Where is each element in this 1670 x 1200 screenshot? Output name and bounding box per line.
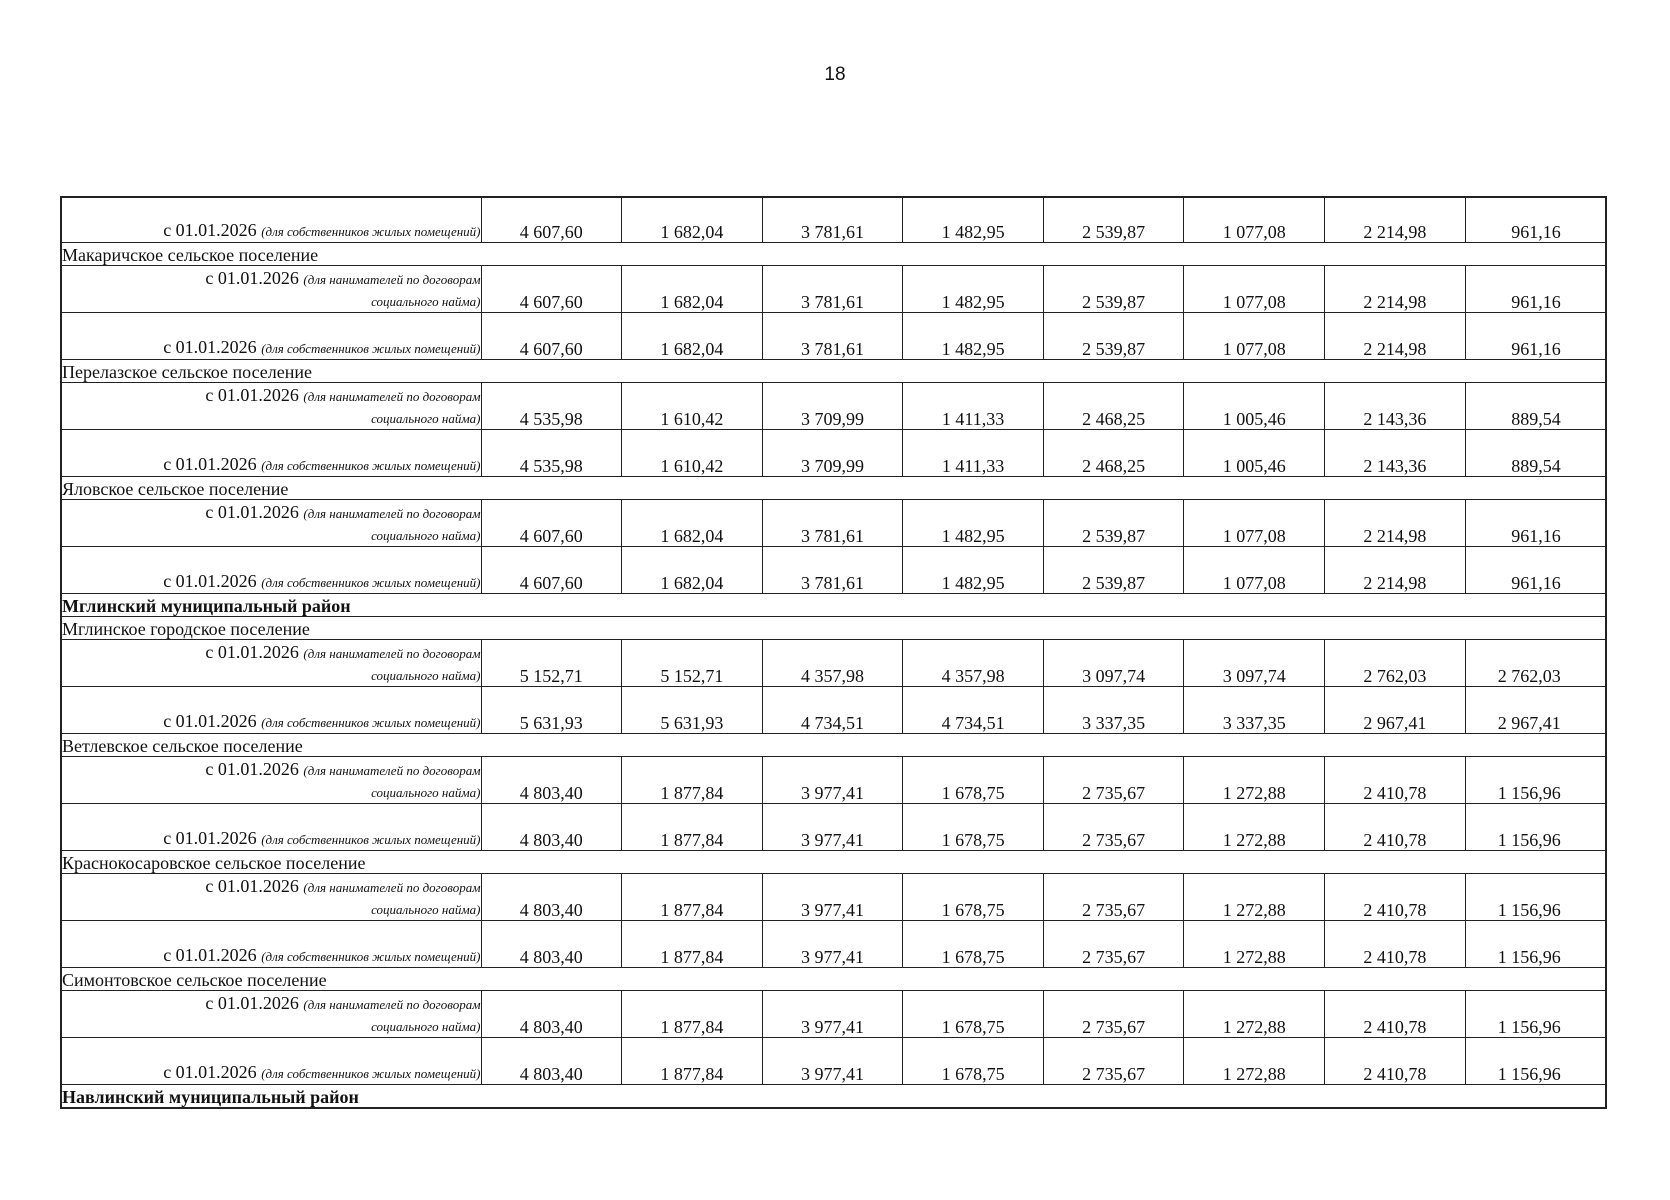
tariff-table-body	[61, 197, 1606, 1108]
tariff-value-cell: 1 077,08	[1184, 500, 1325, 547]
tariff-value-cell: 1 877,84	[622, 757, 763, 804]
effective-date: с 01.01.2026	[163, 337, 257, 357]
tenants-note-line1: (для нанимателей по договорам	[303, 763, 481, 778]
label-tenants	[61, 383, 481, 430]
effective-date: с 01.01.2026	[163, 454, 257, 474]
settlement-heading: Перелазское сельское поселение	[61, 360, 1606, 383]
tariff-value-cell: 2 468,25	[1043, 383, 1184, 430]
section-heading-row	[61, 243, 1606, 266]
tariff-value-cell: 2 410,78	[1325, 804, 1466, 851]
effective-date: с 01.01.2026	[205, 993, 299, 1013]
settlement-heading: Яловское сельское поселение	[61, 477, 1606, 500]
owners-note: (для собственников жилых помещений)	[261, 458, 481, 473]
tariff-value-cell: 1 678,75	[903, 804, 1044, 851]
effective-date: с 01.01.2026	[205, 759, 299, 779]
tariff-value-cell: 1 077,08	[1184, 266, 1325, 313]
tariff-value-cell: 4 803,40	[481, 1038, 622, 1085]
tariff-value-cell: 961,16	[1465, 500, 1606, 547]
tariff-value-cell: 5 631,93	[481, 687, 622, 734]
tariff-value-cell: 3 709,99	[762, 383, 903, 430]
tariff-value-cell: 2 735,67	[1043, 921, 1184, 968]
tariff-value-cell: 1 077,08	[1184, 547, 1325, 594]
table-row	[61, 640, 1606, 687]
label-owners	[61, 313, 481, 360]
settlement-heading: Мглинское городское поселение	[61, 617, 1606, 640]
tariff-value-cell: 2 143,36	[1325, 383, 1466, 430]
tariff-value-cell: 1 272,88	[1184, 757, 1325, 804]
tariff-value-cell: 1 482,95	[903, 547, 1044, 594]
label-tenants	[61, 991, 481, 1038]
tariff-value-cell: 2 735,67	[1043, 804, 1184, 851]
tenants-note-line1: (для нанимателей по договорам	[303, 997, 481, 1012]
tariff-value-cell: 3 781,61	[762, 266, 903, 313]
tariff-value-cell: 2 214,98	[1325, 197, 1466, 243]
district-heading: Мглинский муниципальный район	[61, 594, 1606, 617]
tariff-value-cell: 1 682,04	[622, 197, 763, 243]
tariff-value-cell: 1 156,96	[1465, 921, 1606, 968]
tariff-value-cell: 1 156,96	[1465, 1038, 1606, 1085]
owners-note: (для собственников жилых помещений)	[261, 224, 481, 239]
tenants-note-line2: социального найма)	[371, 902, 481, 917]
table-row	[61, 313, 1606, 360]
tariff-value-cell: 2 735,67	[1043, 991, 1184, 1038]
tariff-value-cell: 3 781,61	[762, 547, 903, 594]
tariff-value-cell: 1 682,04	[622, 500, 763, 547]
label-owners	[61, 687, 481, 734]
settlement-heading: Ветлевское сельское поселение	[61, 734, 1606, 757]
owners-note: (для собственников жилых помещений)	[261, 341, 481, 356]
effective-date: с 01.01.2026	[163, 945, 257, 965]
tariff-value-cell: 2 735,67	[1043, 874, 1184, 921]
effective-date: с 01.01.2026	[205, 385, 299, 405]
tariff-value-cell: 1 678,75	[903, 921, 1044, 968]
tariff-value-cell: 3 781,61	[762, 197, 903, 243]
effective-date: с 01.01.2026	[163, 1062, 257, 1082]
table-row	[61, 430, 1606, 477]
tenants-note-line2: социального найма)	[371, 294, 481, 309]
table-row	[61, 991, 1606, 1038]
tariff-value-cell: 4 607,60	[481, 313, 622, 360]
tariff-value-cell: 2 214,98	[1325, 500, 1466, 547]
tenants-note-line1: (для нанимателей по договорам	[303, 880, 481, 895]
effective-date: с 01.01.2026	[205, 876, 299, 896]
tariff-value-cell: 4 803,40	[481, 804, 622, 851]
tariff-value-cell: 961,16	[1465, 547, 1606, 594]
label-owners	[61, 921, 481, 968]
tariff-value-cell: 1 411,33	[903, 430, 1044, 477]
tariff-value-cell: 1 156,96	[1465, 874, 1606, 921]
effective-date: с 01.01.2026	[163, 571, 257, 591]
tariff-value-cell: 3 097,74	[1184, 640, 1325, 687]
tariff-value-cell: 2 410,78	[1325, 921, 1466, 968]
settlement-heading: Симонтовское сельское поселение	[61, 968, 1606, 991]
label-tenants	[61, 640, 481, 687]
tenants-note-line2: социального найма)	[371, 668, 481, 683]
tariff-value-cell: 4 607,60	[481, 500, 622, 547]
effective-date: с 01.01.2026	[205, 268, 299, 288]
table-row	[61, 687, 1606, 734]
tariff-value-cell: 4 803,40	[481, 757, 622, 804]
tariff-value-cell: 2 735,67	[1043, 757, 1184, 804]
tenants-note-line1: (для нанимателей по договорам	[303, 389, 481, 404]
section-heading-row	[61, 734, 1606, 757]
tariff-value-cell: 1 077,08	[1184, 313, 1325, 360]
tariff-value-cell: 961,16	[1465, 313, 1606, 360]
tariff-value-cell: 3 337,35	[1043, 687, 1184, 734]
tariff-value-cell: 3 977,41	[762, 757, 903, 804]
tenants-note-line1: (для нанимателей по договорам	[303, 506, 481, 521]
tariff-value-cell: 1 272,88	[1184, 991, 1325, 1038]
tariff-value-cell: 4 607,60	[481, 266, 622, 313]
tariff-value-cell: 3 977,41	[762, 991, 903, 1038]
owners-note: (для собственников жилых помещений)	[261, 832, 481, 847]
owners-note: (для собственников жилых помещений)	[261, 575, 481, 590]
tariff-value-cell: 1 678,75	[903, 991, 1044, 1038]
table-row	[61, 197, 1606, 243]
label-tenants	[61, 500, 481, 547]
tariff-value-cell: 1 156,96	[1465, 991, 1606, 1038]
label-owners	[61, 197, 481, 243]
effective-date: с 01.01.2026	[163, 220, 257, 240]
effective-date: с 01.01.2026	[205, 502, 299, 522]
section-heading-row	[61, 968, 1606, 991]
section-heading-row	[61, 594, 1606, 617]
effective-date: с 01.01.2026	[163, 711, 257, 731]
tariff-value-cell: 1 482,95	[903, 266, 1044, 313]
tariff-value-cell: 2 410,78	[1325, 1038, 1466, 1085]
section-heading-row	[61, 1085, 1606, 1109]
section-heading-row	[61, 851, 1606, 874]
section-heading-row	[61, 477, 1606, 500]
tariff-value-cell: 1 005,46	[1184, 430, 1325, 477]
tariff-value-cell: 2 539,87	[1043, 500, 1184, 547]
tariff-value-cell: 2 410,78	[1325, 874, 1466, 921]
tariff-value-cell: 5 152,71	[481, 640, 622, 687]
tariff-value-cell: 4 535,98	[481, 430, 622, 477]
tariff-value-cell: 4 535,98	[481, 383, 622, 430]
tariff-value-cell: 1 682,04	[622, 547, 763, 594]
tariff-value-cell: 889,54	[1465, 430, 1606, 477]
tariff-value-cell: 2 539,87	[1043, 313, 1184, 360]
table-row	[61, 804, 1606, 851]
tariff-value-cell: 2 539,87	[1043, 547, 1184, 594]
tenants-note-line2: социального найма)	[371, 785, 481, 800]
tariff-value-cell: 2 762,03	[1465, 640, 1606, 687]
tariff-value-cell: 4 803,40	[481, 991, 622, 1038]
tariff-value-cell: 1 877,84	[622, 991, 763, 1038]
tariff-value-cell: 4 357,98	[762, 640, 903, 687]
tariff-value-cell: 1 482,95	[903, 500, 1044, 547]
table-row	[61, 921, 1606, 968]
tariff-value-cell: 1 482,95	[903, 313, 1044, 360]
tariff-value-cell: 2 539,87	[1043, 266, 1184, 313]
table-row	[61, 500, 1606, 547]
effective-date: с 01.01.2026	[163, 828, 257, 848]
tariff-value-cell: 961,16	[1465, 266, 1606, 313]
tenants-note-line1: (для нанимателей по договорам	[303, 272, 481, 287]
owners-note: (для собственников жилых помещений)	[261, 715, 481, 730]
tenants-note-line2: социального найма)	[371, 528, 481, 543]
tariff-value-cell: 1 077,08	[1184, 197, 1325, 243]
tariff-value-cell: 1 877,84	[622, 874, 763, 921]
tariff-value-cell: 3 709,99	[762, 430, 903, 477]
tariff-value-cell: 3 977,41	[762, 804, 903, 851]
tariff-value-cell: 1 682,04	[622, 313, 763, 360]
district-heading: Навлинский муниципальный район	[61, 1085, 1606, 1109]
tariff-value-cell: 1 156,96	[1465, 804, 1606, 851]
settlement-heading: Макаричское сельское поселение	[61, 243, 1606, 266]
tariff-value-cell: 3 977,41	[762, 921, 903, 968]
tariff-value-cell: 1 877,84	[622, 804, 763, 851]
label-owners	[61, 1038, 481, 1085]
tariff-table	[60, 196, 1607, 1109]
tariff-value-cell: 2 214,98	[1325, 313, 1466, 360]
tariff-value-cell: 5 631,93	[622, 687, 763, 734]
tenants-note-line1: (для нанимателей по договорам	[303, 646, 481, 661]
page-number: 18	[824, 64, 846, 85]
tariff-value-cell: 1 272,88	[1184, 1038, 1325, 1085]
tariff-value-cell: 2 214,98	[1325, 266, 1466, 313]
table-row	[61, 1038, 1606, 1085]
tariff-value-cell: 4 357,98	[903, 640, 1044, 687]
tariff-value-cell: 3 097,74	[1043, 640, 1184, 687]
tariff-value-cell: 1 610,42	[622, 430, 763, 477]
table-row	[61, 874, 1606, 921]
tariff-value-cell: 1 156,96	[1465, 757, 1606, 804]
tariff-value-cell: 1 482,95	[903, 197, 1044, 243]
label-tenants	[61, 874, 481, 921]
tariff-value-cell: 1 005,46	[1184, 383, 1325, 430]
label-tenants	[61, 266, 481, 313]
effective-date: с 01.01.2026	[205, 642, 299, 662]
section-heading-row	[61, 360, 1606, 383]
tariff-value-cell: 3 781,61	[762, 500, 903, 547]
label-owners	[61, 430, 481, 477]
tenants-note-line2: социального найма)	[371, 411, 481, 426]
tariff-value-cell: 2 735,67	[1043, 1038, 1184, 1085]
tariff-value-cell: 1 678,75	[903, 757, 1044, 804]
owners-note: (для собственников жилых помещений)	[261, 949, 481, 964]
tariff-value-cell: 2 410,78	[1325, 757, 1466, 804]
tariff-value-cell: 1 272,88	[1184, 874, 1325, 921]
tariff-value-cell: 961,16	[1465, 197, 1606, 243]
tariff-value-cell: 1 411,33	[903, 383, 1044, 430]
table-row	[61, 757, 1606, 804]
tariff-value-cell: 2 762,03	[1325, 640, 1466, 687]
tariff-value-cell: 2 539,87	[1043, 197, 1184, 243]
tariff-value-cell: 4 607,60	[481, 547, 622, 594]
tariff-value-cell: 1 678,75	[903, 874, 1044, 921]
tariff-value-cell: 2 214,98	[1325, 547, 1466, 594]
table-row	[61, 266, 1606, 313]
tariff-value-cell: 2 410,78	[1325, 991, 1466, 1038]
tariff-value-cell: 1 877,84	[622, 921, 763, 968]
tariff-value-cell: 1 678,75	[903, 1038, 1044, 1085]
section-heading-row	[61, 617, 1606, 640]
tariff-value-cell: 1 610,42	[622, 383, 763, 430]
tariff-value-cell: 1 877,84	[622, 1038, 763, 1085]
tariff-value-cell: 5 152,71	[622, 640, 763, 687]
tariff-value-cell: 1 272,88	[1184, 921, 1325, 968]
tariff-value-cell: 4 803,40	[481, 874, 622, 921]
tariff-value-cell: 2 468,25	[1043, 430, 1184, 477]
tariff-value-cell: 3 977,41	[762, 874, 903, 921]
tariff-value-cell: 4 803,40	[481, 921, 622, 968]
settlement-heading: Краснокосаровское сельское поселение	[61, 851, 1606, 874]
label-owners	[61, 547, 481, 594]
label-owners	[61, 804, 481, 851]
tariff-value-cell: 4 607,60	[481, 197, 622, 243]
tariff-value-cell: 1 272,88	[1184, 804, 1325, 851]
tariff-value-cell: 4 734,51	[762, 687, 903, 734]
label-tenants	[61, 757, 481, 804]
table-row	[61, 383, 1606, 430]
tariff-value-cell: 2 967,41	[1325, 687, 1466, 734]
tenants-note-line2: социального найма)	[371, 1019, 481, 1034]
table-row	[61, 547, 1606, 594]
tariff-value-cell: 3 977,41	[762, 1038, 903, 1085]
tariff-value-cell: 3 781,61	[762, 313, 903, 360]
tariff-value-cell: 2 143,36	[1325, 430, 1466, 477]
tariff-value-cell: 2 967,41	[1465, 687, 1606, 734]
tariff-value-cell: 3 337,35	[1184, 687, 1325, 734]
owners-note: (для собственников жилых помещений)	[261, 1066, 481, 1081]
tariff-value-cell: 4 734,51	[903, 687, 1044, 734]
tariff-value-cell: 1 682,04	[622, 266, 763, 313]
tariff-value-cell: 889,54	[1465, 383, 1606, 430]
